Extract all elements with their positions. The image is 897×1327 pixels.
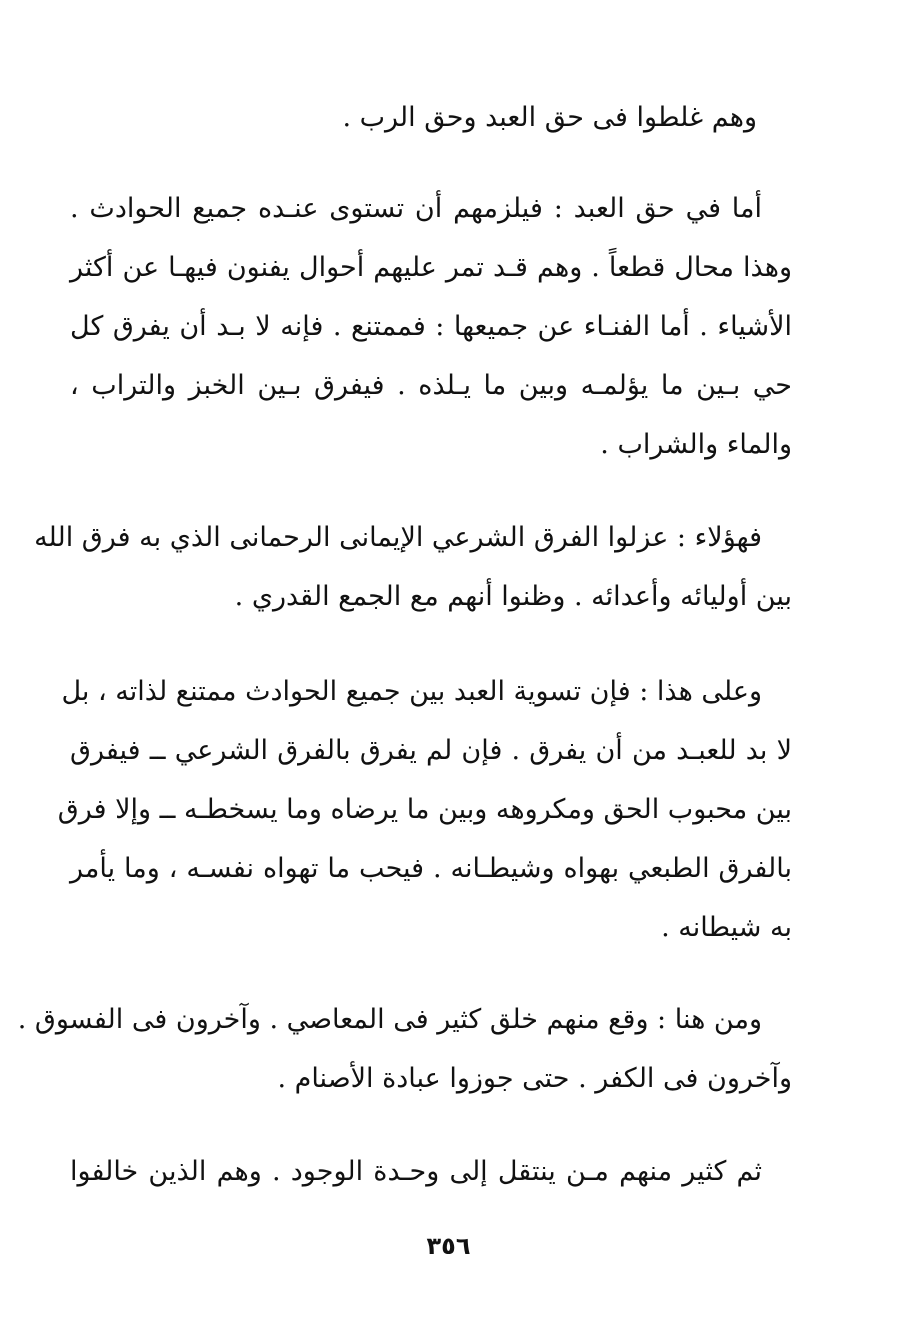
text-line: ومن هنا : وقع منهم خلق كثير فى المعاصي . وآخرون فى الفسوق . [17,1004,762,1035]
text-line: فهؤلاء : عزلوا الفرق الشرعي الإيمانى الرحمانى الذي به فرق الله [34,522,762,553]
text-line: ثم كثير منهم مـن ينتقل إلى وحـدة الوجود . وهم الذين خالفوا [70,1156,762,1187]
text-line: أما في حق العبد : فيلزمهم أن تستوى عنـده جميع الحوادث . [70,193,762,224]
paragraph-1 [70,88,757,147]
paragraph-3 [34,508,792,626]
paragraph-5 [17,990,792,1108]
paragraph-2 [70,179,792,474]
text-line: وآخرون فى الكفر . حتى جوزوا عبادة الأصنام . [277,1063,792,1094]
text-line: وهم غلطوا فى حق العبد وحق الرب . [342,102,757,133]
text-line: به شيطانه . [661,912,792,943]
text-line: الأشياء . أما الفنـاء عن جميعها : فممتنع . فإنه لا بـد أن يفرق كل [70,311,792,342]
text-line: والماء والشراب . [600,429,792,460]
text-line: بالفرق الطبعي بهواه وشيطـانه . فيحب ما تهواه نفسـه ، وما يأمر [70,853,792,884]
paragraph-6 [70,1142,792,1201]
text-line: بين أوليائه وأعدائه . وظنوا أنهم مع الجمع القدري . [234,581,792,612]
paragraph-4 [57,662,792,957]
page-number: ٣٥٦ [426,1232,471,1260]
text-line: حي بـين ما يؤلمـه وبين ما يـلذه . فيفرق بـين الخبز والتراب ، [70,370,792,401]
text-line: وعلى هذا : فإن تسوية العبد بين جميع الحوادث ممتنع لذاته ، بل [61,676,762,707]
text-line: لا بد للعبـد من أن يفرق . فإن لم يفرق بالفرق الشرعي ــ فيفرق [70,735,792,766]
text-line: وهذا محال قطعاً . وهم قـد تمر عليهم أحوال يفنون فيهـا عن أكثر [70,252,792,283]
text-line: بين محبوب الحق ومكروهه وبين ما يرضاه وما يسخطـه ــ وإلا فرق [57,794,792,825]
